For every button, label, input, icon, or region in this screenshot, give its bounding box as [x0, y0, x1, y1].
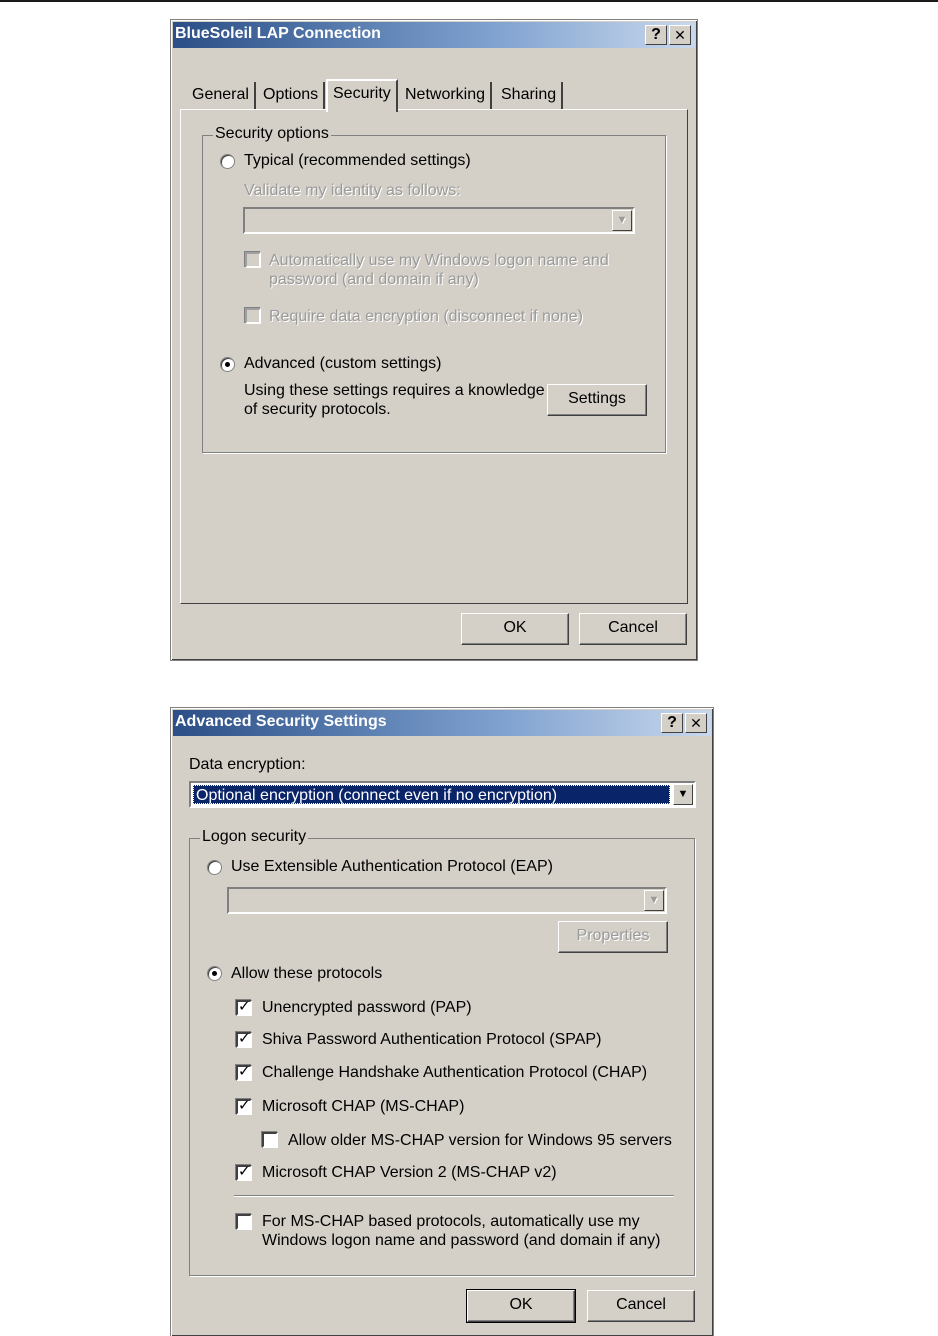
chap-checkbox[interactable]: ✓: [238, 1063, 251, 1080]
security-tab-panel: [180, 109, 688, 604]
chevron-down-icon[interactable]: ▼: [673, 784, 693, 805]
page-top-rule: [0, 0, 938, 2]
tab-options[interactable]: Options: [258, 82, 325, 110]
typical-label[interactable]: Typical (recommended settings): [244, 152, 471, 169]
properties-button: Properties: [558, 921, 668, 953]
chap-label[interactable]: Challenge Handshake Authentication Protocol (CHAP): [262, 1064, 648, 1081]
data-encryption-dropdown[interactable]: [189, 781, 696, 808]
tab-networking[interactable]: Networking: [400, 82, 492, 110]
advanced-label[interactable]: Advanced (custom settings): [244, 355, 442, 372]
auto-logon-label-line1: Automatically use my Windows logon name and: [269, 252, 609, 269]
tab-general[interactable]: General: [187, 82, 256, 110]
eap-label[interactable]: Use Extensible Authentication Protocol (EAP): [231, 858, 553, 875]
security-options-group: [202, 125, 666, 453]
allow-protocols-label[interactable]: Allow these protocols: [231, 965, 383, 982]
mschap-auto-logon-label-line1[interactable]: For MS-CHAP based protocols, automatically use my: [262, 1213, 640, 1230]
validate-identity-label: Validate my identity as follows:: [244, 182, 461, 199]
cancel-button[interactable]: Cancel: [587, 1290, 695, 1322]
ok-button[interactable]: OK: [461, 613, 569, 645]
mschap-older-label[interactable]: Allow older MS-CHAP version for Windows 95 servers: [288, 1132, 672, 1149]
bluesoleil-connection-dialog: [170, 19, 698, 661]
title-bar[interactable]: [173, 710, 711, 736]
mschapv2-checkbox[interactable]: ✓: [238, 1163, 251, 1180]
dialog-title: BlueSoleil LAP Connection: [175, 25, 381, 42]
close-button[interactable]: ✕: [669, 25, 691, 45]
data-encryption-value[interactable]: Optional encryption (connect even if no encryption): [193, 785, 670, 804]
ok-button[interactable]: OK: [467, 1290, 575, 1322]
protocols-separator: [234, 1195, 674, 1197]
close-button[interactable]: ✕: [685, 713, 707, 733]
logon-security-group: [189, 828, 695, 1276]
title-bar[interactable]: [173, 22, 695, 48]
advanced-radio[interactable]: [220, 357, 235, 372]
tab-security[interactable]: Security: [326, 79, 398, 112]
mschap-older-checkbox[interactable]: [262, 1132, 278, 1148]
chevron-down-icon: ▼: [612, 210, 632, 231]
logon-security-legend: Logon security: [202, 828, 307, 845]
settings-button[interactable]: Settings: [547, 384, 647, 416]
spap-checkbox[interactable]: ✓: [238, 1030, 251, 1047]
eap-radio[interactable]: [207, 860, 222, 875]
auto-logon-label-line2: password (and domain if any): [269, 271, 479, 288]
chevron-down-icon: ▼: [644, 890, 664, 911]
spap-label[interactable]: Shiva Password Authentication Protocol (SPAP): [262, 1031, 602, 1048]
mschap-label[interactable]: Microsoft CHAP (MS-CHAP): [262, 1098, 465, 1115]
mschap-auto-logon-label-line2[interactable]: Windows logon name and password (and domain if any): [262, 1232, 661, 1249]
data-encryption-label: Data encryption:: [189, 756, 306, 773]
pap-checkbox[interactable]: ✓: [238, 998, 251, 1015]
auto-logon-checkbox: [245, 252, 261, 268]
validate-identity-dropdown: [243, 207, 635, 234]
require-encryption-checkbox: [245, 308, 261, 324]
help-button[interactable]: ?: [661, 713, 683, 733]
cancel-button[interactable]: Cancel: [579, 613, 687, 645]
advanced-description-line1: Using these settings requires a knowledge: [244, 382, 545, 399]
allow-protocols-radio[interactable]: [207, 966, 222, 981]
help-button[interactable]: ?: [645, 25, 667, 45]
dialog-title: Advanced Security Settings: [175, 713, 387, 730]
require-encryption-label: Require data encryption (disconnect if none): [269, 308, 583, 325]
mschapv2-label[interactable]: Microsoft CHAP Version 2 (MS-CHAP v2): [262, 1164, 557, 1181]
typical-radio[interactable]: [220, 154, 235, 169]
mschap-auto-logon-checkbox[interactable]: [236, 1214, 252, 1230]
advanced-security-settings-dialog: [170, 707, 714, 1336]
tab-sharing[interactable]: Sharing: [496, 82, 563, 110]
mschap-checkbox[interactable]: ✓: [238, 1097, 251, 1114]
eap-dropdown: [227, 887, 667, 914]
security-options-legend: Security options: [215, 125, 329, 142]
advanced-description-line2: of security protocols.: [244, 401, 391, 418]
pap-label[interactable]: Unencrypted password (PAP): [262, 999, 472, 1016]
